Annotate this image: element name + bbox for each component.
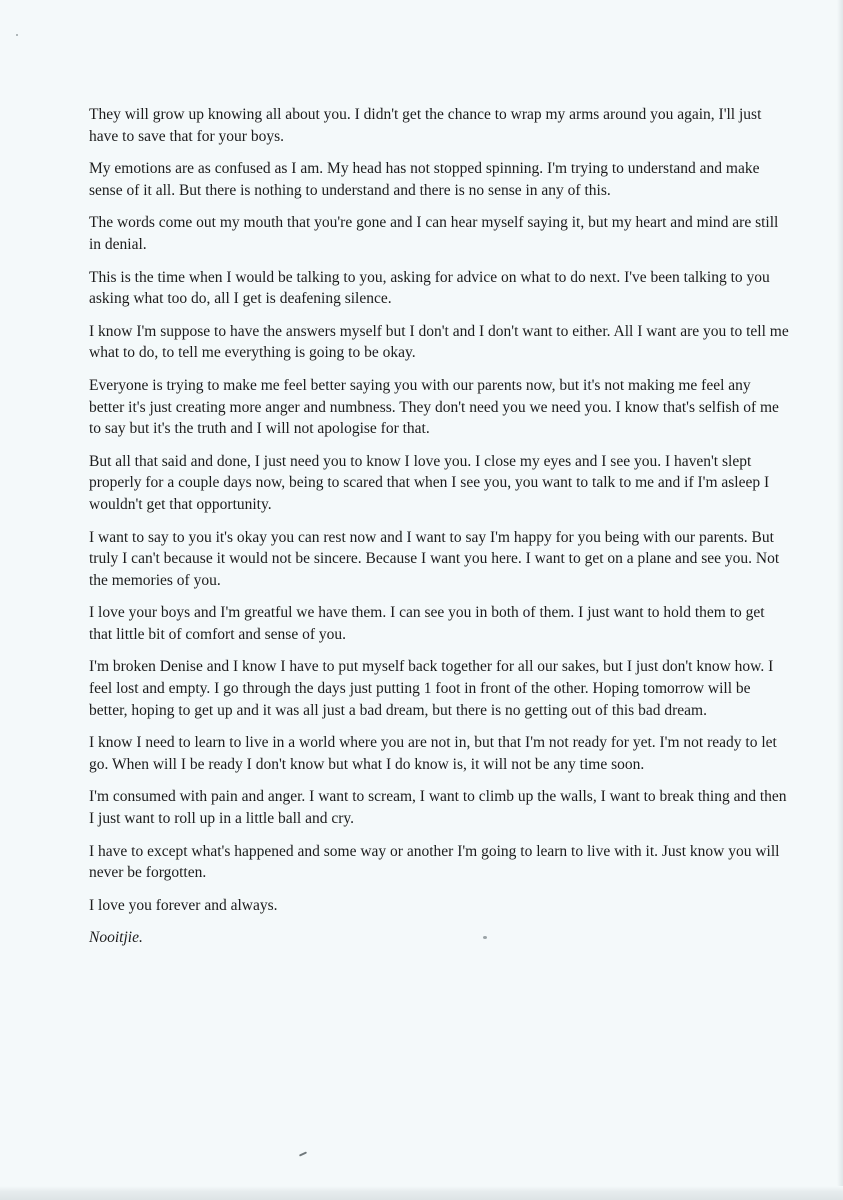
letter-paragraph: Everyone is trying to make me feel better saying you with our parents now, but it's not making me feel any better it's just creating more anger and numbness. They don't need you we need you. I know that's selfish of me to say but it's the truth and I will not apologise for that. bbox=[89, 376, 779, 438]
page-edge-shadow-bottom bbox=[0, 1186, 843, 1200]
letter-paragraph: I know I'm suppose to have the answers myself but I don't and I don't want to either. All I want are you to tell me what to do, to tell me everything is going to be okay. bbox=[89, 322, 789, 362]
page-edge-shadow-right bbox=[837, 0, 843, 1200]
letter-paragraph: I know I need to learn to live in a world where you are not in, but that I'm not ready for yet. I'm not ready to let go. When will I be ready I don't know but what I do know is, it will not be any time soon. bbox=[89, 734, 777, 773]
letter-paragraph: The words come out my mouth that you're gone and I can hear myself saying it, but my heart and mind are still in denial. bbox=[89, 214, 779, 253]
letter-paragraph: I'm broken Denise and I know I have to put myself back together for all our sakes, but I just don't know how. I feel lost and empty. I go through the days just putting 1 foot in front of the other. Hoping tomorrow will be better, hoping to get up and it was all just a bad dream, but there is no getting out of this bad dream. bbox=[89, 658, 774, 719]
letter-paragraph: I have to except what's happened and some way or another I'm going to learn to live with it. Just know you will never be forgotten. bbox=[89, 842, 780, 882]
letter-paragraph: I'm consumed with pain and anger. I want to scream, I want to climb up the walls, I want to break thing and then I just want to roll up in a little ball and cry. bbox=[89, 788, 787, 828]
scan-speck bbox=[16, 34, 18, 36]
letter-paragraph: But all that said and done, I just need you to know I love you. I close my eyes and I see you. I haven't slept properly for a couple days now, being to scared that when I see you, you want to talk to me and if I'm asleep I wouldn't get that opportunity. bbox=[89, 452, 770, 513]
letter-paragraph: This is the time when I would be talking to you, asking for advice on what to do next. I've been talking to you asking what too do, all I get is deafening silence. bbox=[89, 268, 770, 308]
scan-speck bbox=[299, 1151, 307, 1156]
letter-paragraph: My emotions are as confused as I am. My head has not stopped spinning. I'm trying to understand and make sense of it all. But there is nothing to understand and there is no sense in any of this. bbox=[89, 160, 760, 199]
letter-paragraph: They will grow up knowing all about you. I didn't get the chance to wrap my arms around you again, I'll just have to save that for your boys. bbox=[89, 106, 762, 145]
letter-closing: I love you forever and always. bbox=[89, 896, 278, 914]
letter-body bbox=[89, 104, 789, 960]
letter-paragraph: I want to say to you it's okay you can rest now and I want to say I'm happy for you being with our parents. But truly I can't because it would not be sincere. Because I want you here. I want to get on a plane and see you. Not the memories of you. bbox=[89, 528, 780, 589]
letter-paragraph: I love your boys and I'm greatful we have them. I can see you in both of them. I just want to hold them to get that little bit of comfort and sense of you. bbox=[89, 604, 765, 643]
letter-signature: Nooitjie. bbox=[89, 929, 143, 947]
